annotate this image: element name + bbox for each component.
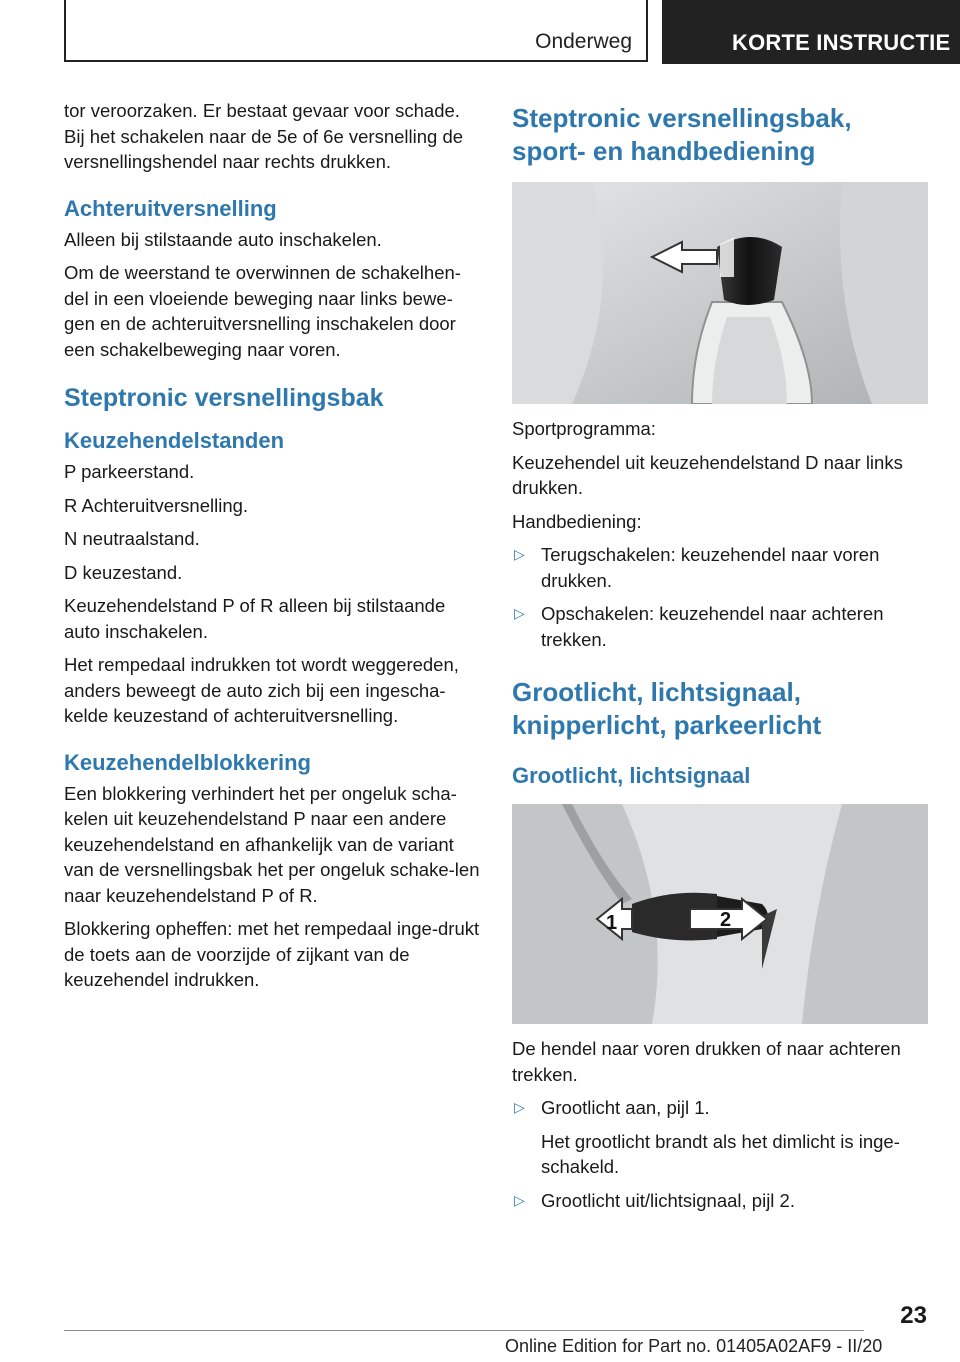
lock-heading: Keuzehendelblokkering [64, 749, 311, 775]
footer-divider [64, 1330, 864, 1331]
position-r: R Achteruitversnelling. [64, 494, 249, 516]
page-number: 23 [900, 1302, 927, 1329]
header-chapter-tab [662, 0, 960, 64]
stalk-text: De hendel naar voren drukken of naar achteren trekken. [512, 1038, 901, 1085]
intro-paragraph: tor veroorzaken. Er bestaat gevaar voor schade. Bij het schakelen naar de 5e of 6e versnelling de versnellingshendel naar rechts drukken. [64, 100, 464, 172]
sport-text: Keuzehendel uit keuzehendelstand D naar links drukken. [512, 451, 903, 498]
position-n: N neutraalstand. [64, 528, 200, 549]
gear-lever-illustration [512, 182, 928, 404]
indicator-stalk-illustration [512, 804, 928, 1024]
lights-heading: Grootlicht, lichtsignaal, knipperlicht, parkeerlicht [512, 677, 822, 740]
right-column [512, 98, 928, 1221]
reverse-paragraph-2: Om de weerstand te overwinnen de schakelhen-del in een vloeiende beweging naar links bewe-gen en de achteruitversnelling inschakelen door een schakelbeweging naar voren. [64, 262, 461, 360]
manual-list [512, 542, 928, 652]
reverse-paragraph-1: Alleen bij stilstaande auto inschakelen. [64, 228, 382, 250]
header-chapter-title: KORTE INSTRUCTIE [732, 30, 951, 55]
triangle-bullet-icon: ▷ [514, 1191, 525, 1208]
lock-paragraph-2: Blokkering opheffen: met het rempedaal inge-drukt de toets aan de voorzijde of zijkant van de keuzehendel indrukken. [64, 918, 480, 990]
triangle-bullet-icon: ▷ [514, 605, 525, 621]
positions-heading: Keuzehendelstanden [64, 428, 285, 453]
lock-paragraph-1: Een blokkering verhindert het per ongeluk scha-kelen uit keuzehendelstand P naar een andere keuzehendelstand en afhankelijk van de variant van de versnellingsbak het per ongeluk schake-len naar keuzehendelstand P of R. [64, 782, 480, 906]
stalk-drawing [512, 804, 928, 1024]
gear-lever-drawing [512, 182, 928, 404]
list-item: ▷ Opschakelen: keuzehendel naar achteren trekken. [514, 603, 884, 650]
highbeam-heading: Grootlicht, lichtsignaal [512, 763, 751, 788]
triangle-bullet-icon: ▷ [514, 546, 525, 562]
sport-manual-heading: Steptronic versnellingsbak, sport- en handbediening [512, 103, 852, 166]
stalk-label-1: 1 [606, 912, 618, 934]
reverse-heading: Achteruitversnelling [64, 195, 277, 221]
position-d: D keuzestand. [64, 561, 183, 583]
left-column [64, 98, 480, 1001]
manual-label: Handbediening: [512, 510, 642, 532]
sport-label: Sportprogramma: [512, 418, 656, 439]
positions-note-1: Keuzehendelstand P of R alleen bij stilstaande auto inschakelen. [64, 595, 446, 642]
steptronic-heading: Steptronic versnellingsbak [64, 384, 384, 412]
highbeam-list [512, 1095, 928, 1213]
position-p: P parkeerstand. [64, 461, 195, 482]
footer-edition: Online Edition for Part no. 01405A02AF9 - II/20 [505, 1336, 883, 1356]
header-section-box [64, 0, 648, 62]
stalk-label-2: 2 [720, 909, 732, 931]
triangle-bullet-icon: ▷ [514, 1099, 525, 1115]
list-item: ▷ Grootlicht aan, pijl 1. Het grootlicht brandt als het dimlicht is inge-schakeld. [514, 1097, 900, 1177]
list-item: ▷ Grootlicht uit/lichtsignaal, pijl 2. [512, 1188, 928, 1214]
positions-note-2: Het rempedaal indrukken tot wordt weggereden, anders beweegt de auto zich bij een ingescha-kelde keuzestand of achteruitversnelling. [64, 654, 459, 726]
header-section-title: Onderweg [535, 30, 632, 53]
list-item: ▷ Terugschakelen: keuzehendel naar voren drukken. [514, 544, 880, 591]
